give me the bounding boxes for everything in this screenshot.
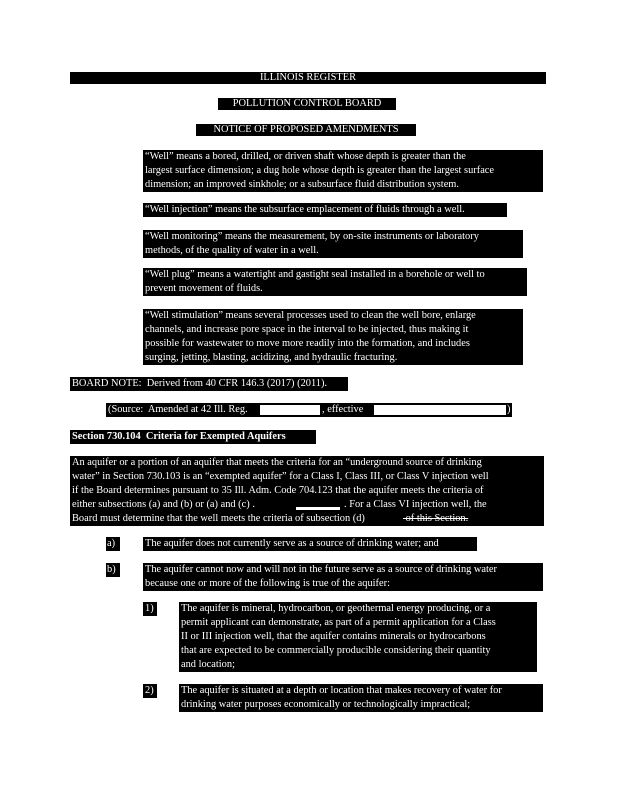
board-title: POLLUTION CONTROL BOARD bbox=[232, 98, 382, 109]
subitem-text: The aquifer is situated at a depth or location that makes recovery of water for bbox=[181, 685, 502, 696]
paragraph-line: water” in Section 730.103 is an “exempted aquifer” for a Class I, Class III, or Class V injection well bbox=[72, 471, 489, 482]
definition-line: largest surface dimension; a dug hole whose depth is greater than the largest surface bbox=[145, 165, 495, 176]
subitem-text: II or III injection well, that the aquifer contains minerals or hydrocarbons bbox=[181, 631, 486, 642]
definition-line: channels, and increase pore space in the interval to be injected, thus making it bbox=[145, 324, 469, 335]
item-text: because one or more of the following is true of the aquifer: bbox=[145, 578, 390, 589]
register-title: ILLINOIS REGISTER bbox=[259, 72, 357, 83]
subitem-text: permit applicant can demonstrate, as part of a permit application for a Class bbox=[181, 617, 496, 628]
subitem-label: 1) bbox=[145, 603, 154, 614]
paragraph-struck-text: of this Section. bbox=[403, 513, 469, 524]
subitem-text: The aquifer is mineral, hydrocarbon, or geothermal energy producing, or a bbox=[181, 603, 491, 614]
item-text: The aquifer does not currently serve as a source of drinking water; and bbox=[145, 538, 439, 549]
item-label: a) bbox=[107, 538, 116, 549]
definition-line: methods, of the quality of water in a well. bbox=[145, 245, 319, 256]
item-text: The aquifer cannot now and will not in the future serve as a source of drinking water bbox=[145, 564, 498, 575]
source-blank-date bbox=[374, 405, 506, 415]
subitem-label: 2) bbox=[145, 685, 154, 696]
source-middle: , effective bbox=[322, 404, 364, 415]
paragraph-line: An aquifer or a portion of an aquifer that meets the criteria for an “underground source of drinking bbox=[72, 457, 482, 468]
notice-title: NOTICE OF PROPOSED AMENDMENTS bbox=[213, 124, 399, 135]
paragraph-blank-mark bbox=[296, 507, 340, 510]
definition-line: “Well monitoring” means the measurement, by on-site instruments or laboratory bbox=[145, 231, 479, 242]
item-label: b) bbox=[107, 564, 116, 575]
board-note: BOARD NOTE: Derived from 40 CFR 146.3 (2017) (2011). bbox=[72, 378, 328, 389]
subitem-text: that are expected to be commercially producible considering their quantity bbox=[181, 645, 491, 656]
definition-line: prevent movement of fluids. bbox=[145, 283, 263, 294]
definition-line: dimension; an improved sinkhole; or a subsurface fluid distribution system. bbox=[145, 179, 459, 190]
subitem-text: and location; bbox=[181, 659, 235, 670]
source-prefix: (Source: Amended at 42 Ill. Reg. bbox=[108, 404, 248, 415]
section-heading: Section 730.104 Criteria for Exempted Aquifers bbox=[72, 431, 286, 442]
definition-line: possible for wastewater to move more readily into the formation, and includes bbox=[145, 338, 470, 349]
paragraph-line: Board must determine that the well meets the criteria of subsection (d) bbox=[72, 513, 365, 524]
definition-line: “Well injection” means the subsurface emplacement of fluids through a well. bbox=[145, 204, 465, 215]
source-suffix: ) bbox=[507, 404, 511, 415]
paragraph-line: if the Board determines pursuant to 35 Ill. Adm. Code 704.123 that the aquifer meets the criteria of bbox=[72, 485, 484, 496]
definition-line: “Well” means a bored, drilled, or driven shaft whose depth is greater than the bbox=[145, 151, 466, 162]
definition-line: “Well stimulation” means several processes used to clean the well bore, enlarge bbox=[145, 310, 476, 321]
paragraph-line: either subsections (a) and (b) or (a) and (c) . bbox=[72, 499, 255, 510]
definition-line: “Well plug” means a watertight and gastight seal installed in a borehole or well to bbox=[145, 269, 485, 280]
subitem-text: drinking water purposes economically or technologically impractical; bbox=[181, 699, 471, 710]
source-blank-register bbox=[260, 405, 320, 415]
paragraph-line: . For a Class VI injection well, the bbox=[344, 499, 487, 510]
definition-line: surging, jetting, blasting, acidizing, and hydraulic fracturing. bbox=[145, 352, 398, 363]
